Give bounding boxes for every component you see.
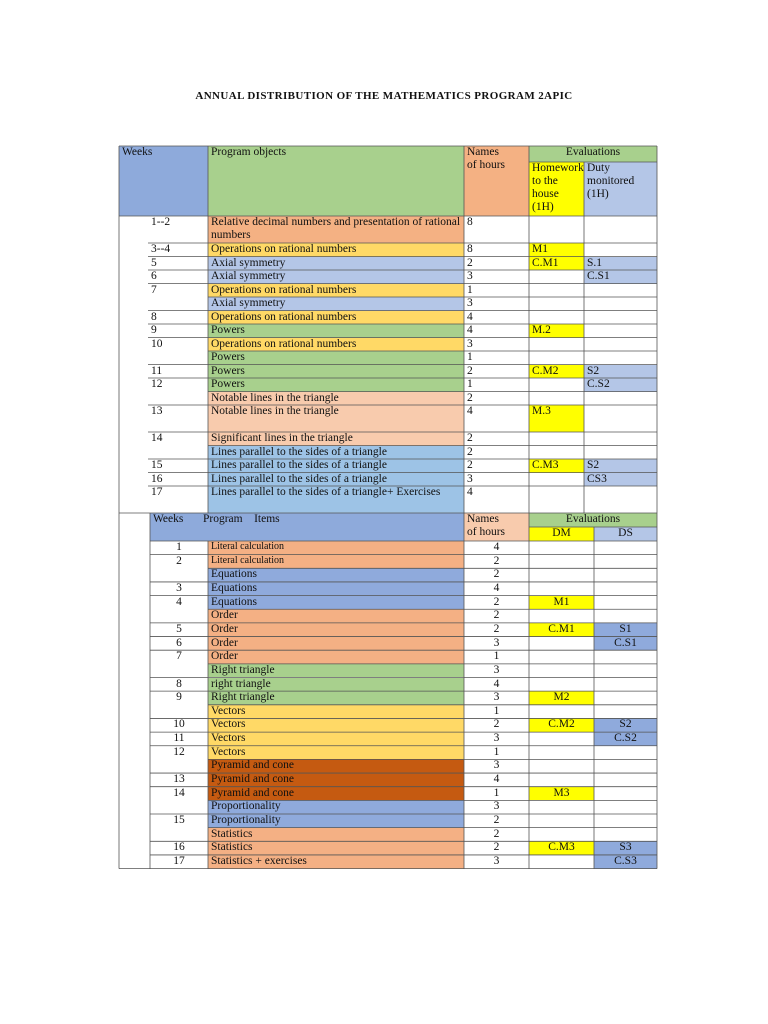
table1-homework-cell: C.M3	[529, 459, 584, 473]
table1-object-cell: Powers	[208, 378, 464, 392]
table1-header-weeks: Weeks	[119, 146, 208, 216]
table1-homework-cell	[529, 446, 584, 460]
table1-week-cell: 10	[151, 337, 163, 350]
table1-hours-cell: 2	[467, 364, 473, 377]
document-title: ANNUAL DISTRIBUTION OF THE MATHEMATICS PROGRAM 2APIC	[195, 90, 573, 102]
table1-week-cell: 9	[151, 324, 157, 336]
table1-homework-cell	[529, 297, 584, 311]
table1-object-cell: Axial symmetry	[208, 297, 464, 311]
table2-hours-cell: 4	[493, 773, 500, 786]
table1-duty-cell	[584, 432, 657, 446]
table2-dm-cell	[529, 828, 594, 842]
table2-dm-cell: C.M2	[529, 718, 594, 732]
table2-week-cell: 3	[176, 581, 182, 594]
table2-ds-cell	[594, 568, 657, 582]
table2-hours-cell: 3	[493, 759, 500, 772]
table1-homework-cell	[529, 351, 584, 365]
table2-item-cell: Equations	[208, 582, 464, 596]
table2-dm-cell	[529, 678, 594, 692]
table1-duty-cell	[584, 216, 657, 243]
table2-item-cell: Proportionality	[208, 814, 464, 828]
table2-item-cell: Vectors	[208, 732, 464, 746]
table1-week-cell: 8	[151, 310, 157, 323]
table2-dm-cell: C.M3	[529, 841, 594, 855]
table2-ds-cell	[594, 705, 657, 719]
table2-item-cell: Pyramid and cone	[208, 787, 464, 801]
table2-item-cell: Literal calculation	[208, 555, 464, 569]
table1-object-cell: Lines parallel to the sides of a triangle	[208, 473, 464, 487]
table1-duty-cell: CS3	[584, 473, 657, 487]
table1-object-cell: Axial symmetry	[208, 270, 464, 284]
table2-hours-cell: 3	[493, 854, 500, 867]
table2-hours-cell: 4	[493, 581, 500, 594]
table2-dm-cell: M3	[529, 787, 594, 801]
table2-hours-cell: 4	[493, 541, 500, 553]
table2-ds-cell	[594, 773, 657, 787]
table2-item-cell: Literal calculation	[208, 541, 464, 555]
table1-week-cell: 16	[151, 472, 163, 485]
table2-hours-cell: 2	[493, 622, 500, 635]
table2-dm-cell	[529, 759, 594, 773]
table2-ds-cell: C.S1	[594, 637, 657, 651]
table1-object-cell: Lines parallel to the sides of a triangle	[208, 459, 464, 473]
table1-duty-cell: S.1	[584, 257, 657, 271]
table2-item-cell: Vectors	[208, 705, 464, 719]
table2-item-cell: Proportionality	[208, 800, 464, 814]
table2-item-cell: Equations	[208, 568, 464, 582]
table1-header-hours: Names of hours	[464, 146, 529, 216]
table2-item-cell: Pyramid and cone	[208, 773, 464, 787]
table2-item-cell: Pyramid and cone	[208, 759, 464, 773]
table2-dm-cell	[529, 732, 594, 746]
table1-hours-cell: 4	[467, 486, 473, 498]
table2-dm-cell	[529, 746, 594, 760]
table2-item-cell: Equations	[208, 596, 464, 610]
table2-dm-cell	[529, 855, 594, 869]
table2-item-cell: right triangle	[208, 678, 464, 692]
table1-hours-cell: 4	[467, 324, 473, 336]
table2-dm-cell	[529, 650, 594, 664]
table1-duty-cell	[584, 392, 657, 406]
table2-item-cell: Statistics + exercises	[208, 855, 464, 869]
table2-item-cell: Right triangle	[208, 691, 464, 705]
table1-homework-cell	[529, 486, 584, 513]
table2-ds-cell	[594, 691, 657, 705]
table1-duty-cell	[584, 324, 657, 338]
table1-hours-cell: 4	[467, 310, 473, 323]
table1-homework-cell	[529, 284, 584, 298]
table1-week-cell: 15	[151, 459, 163, 471]
table2-dm-cell	[529, 814, 594, 828]
table1-week-cell	[148, 351, 208, 365]
table2-item-cell: Statistics	[208, 841, 464, 855]
table1-duty-cell	[584, 311, 657, 325]
table1-duty-cell	[584, 486, 657, 513]
table1-header-homework: Homework to the house (1H)	[529, 162, 584, 216]
table2-hours-cell: 2	[493, 814, 500, 826]
table2-week-cell: 8	[176, 677, 182, 690]
table1-week-cell: 6	[151, 270, 157, 282]
table2-week-cell: 14	[173, 786, 185, 799]
table1-homework-cell: M1	[529, 243, 584, 257]
table1-object-cell: Powers	[208, 351, 464, 365]
table2-hours-cell: 1	[493, 786, 500, 799]
table1-duty-cell	[584, 446, 657, 460]
table2-ds-cell	[594, 664, 657, 678]
table2-ds-cell	[594, 746, 657, 760]
table1-duty-cell	[584, 243, 657, 257]
table1-homework-cell	[529, 392, 584, 406]
table1-object-cell: Lines parallel to the sides of a triangle+ Exercises	[208, 486, 464, 513]
table1-homework-cell	[529, 473, 584, 487]
table1-homework-cell	[529, 432, 584, 446]
table1-homework-cell: M.3	[529, 405, 584, 432]
table2-week-cell	[150, 568, 208, 582]
table1-header-evaluations: Evaluations	[529, 146, 657, 162]
table2-ds-cell: S1	[594, 623, 657, 637]
table2-ds-cell	[594, 828, 657, 842]
table1-duty-cell: S2	[584, 459, 657, 473]
table1-hours-cell: 8	[467, 243, 473, 255]
table2-hours-cell: 2	[493, 568, 500, 581]
table2-dm-cell: M1	[529, 596, 594, 610]
table2-hours-cell: 2	[493, 841, 500, 854]
table2-hours-cell: 1	[493, 745, 500, 758]
table2-ds-cell	[594, 678, 657, 692]
table2-week-cell: 1	[176, 541, 182, 553]
table2-week-cell: 7	[176, 650, 182, 663]
table2-ds-cell	[594, 555, 657, 569]
table1-week-cell: 7	[151, 283, 157, 296]
table2-week-cell	[150, 609, 208, 623]
table2-dm-cell	[529, 705, 594, 719]
table2-week-cell: 5	[176, 622, 182, 635]
table2-week-cell	[150, 664, 208, 678]
table2-dm-cell	[529, 800, 594, 814]
table2-dm-cell: M2	[529, 691, 594, 705]
table2-week-cell: 16	[173, 841, 185, 854]
table1-object-cell: Significant lines in the triangle	[208, 432, 464, 446]
table1-object-cell: Powers	[208, 365, 464, 379]
table2-item-cell: Order	[208, 609, 464, 623]
table1-hours-cell: 8	[467, 216, 473, 228]
table1-week-cell: 17	[151, 486, 163, 498]
table1-hours-cell: 1	[467, 378, 473, 390]
table2-ds-cell: S2	[594, 718, 657, 732]
table2-dm-cell	[529, 541, 594, 555]
table2-hours-cell: 2	[493, 609, 500, 622]
table1-week-cell: 11	[151, 364, 163, 377]
table2-dm-cell	[529, 568, 594, 582]
table1-object-cell: Lines parallel to the sides of a triangle	[208, 446, 464, 460]
table2-header-weeks: Weeks	[150, 513, 464, 541]
table1-week-cell: 12	[151, 378, 163, 390]
table2-item-cell: Right triangle	[208, 664, 464, 678]
table2-item-cell: Statistics	[208, 828, 464, 842]
table1-hours-cell: 2	[467, 445, 473, 458]
table2-ds-cell: C.S2	[594, 732, 657, 746]
table2-item-cell: Order	[208, 623, 464, 637]
table1-week-cell: 3--4	[151, 243, 171, 255]
table1-homework-cell	[529, 338, 584, 352]
table1-week-cell: 5	[151, 256, 157, 269]
table2-dm-cell	[529, 609, 594, 623]
table1-homework-cell	[529, 216, 584, 243]
table2-hours-cell: 1	[493, 704, 500, 717]
table1-hours-cell: 3	[467, 472, 473, 485]
table1-week-cell	[148, 392, 208, 406]
table2-header-items: Program Items	[203, 513, 280, 525]
table1-hours-cell: 4	[467, 405, 473, 417]
table2-header-dm: DM	[529, 527, 594, 541]
table2-ds-cell	[594, 814, 657, 828]
table2-hours-cell: 4	[493, 677, 500, 690]
table2-week-cell	[150, 800, 208, 814]
table2-header-ds: DS	[594, 527, 657, 541]
table1-hours-cell: 1	[467, 351, 473, 363]
table1-homework-cell: C.M2	[529, 365, 584, 379]
table2-ds-cell	[594, 609, 657, 623]
table2-item-cell: Vectors	[208, 746, 464, 760]
table2-dm-cell	[529, 773, 594, 787]
table1-object-cell: Operations on rational numbers	[208, 284, 464, 298]
table1-homework-cell: C.M1	[529, 257, 584, 271]
table2-dm-cell: C.M1	[529, 623, 594, 637]
table1-duty-cell: C.S1	[584, 270, 657, 284]
table2-week-cell: 2	[176, 554, 182, 567]
table2-hours-cell: 2	[493, 554, 500, 567]
table1-week-cell: 13	[151, 405, 163, 417]
table1-object-cell: Operations on rational numbers	[208, 243, 464, 257]
table2-hours-cell: 2	[493, 718, 500, 731]
table2-week-cell	[150, 828, 208, 842]
table2-hours-cell: 2	[493, 595, 500, 608]
table2-hours-cell: 1	[493, 650, 500, 663]
table1-homework-cell: M.2	[529, 324, 584, 338]
table1-hours-cell: 3	[467, 297, 473, 309]
table2-hours-cell: 3	[493, 636, 500, 649]
table2-week-cell: 4	[176, 595, 182, 608]
table2-week-cell: 6	[176, 636, 182, 649]
table1-duty-cell	[584, 405, 657, 432]
table2-header-hours: Names of hours	[464, 513, 529, 541]
table2-ds-cell: S3	[594, 841, 657, 855]
table1-duty-cell: C.S2	[584, 378, 657, 392]
table2-week-cell: 15	[173, 814, 185, 826]
table1-object-cell: Powers	[208, 324, 464, 338]
table2-hours-cell: 2	[493, 827, 500, 840]
table2-hours-cell: 3	[493, 800, 500, 813]
table1-object-cell: Notable lines in the triangle	[208, 405, 464, 432]
table1-week-cell: 14	[151, 432, 163, 444]
table2-dm-cell	[529, 555, 594, 569]
table2-ds-cell	[594, 800, 657, 814]
table2-ds-cell	[594, 650, 657, 664]
table1-header-duty: Duty monitored (1H)	[584, 162, 657, 216]
table2-week-cell: 9	[176, 691, 182, 704]
table2-week-cell: 12	[173, 745, 185, 758]
table1-object-cell: Relative decimal numbers and presentation of rational numbers	[208, 216, 464, 243]
table2-ds-cell	[594, 541, 657, 555]
table2-ds-cell: C.S3	[594, 855, 657, 869]
table2-week-cell	[150, 705, 208, 719]
table2-dm-cell	[529, 664, 594, 678]
table1-week-cell: 1--2	[151, 216, 171, 228]
table1-week-cell	[148, 446, 208, 460]
table1-duty-cell	[584, 351, 657, 365]
table1-duty-cell: S2	[584, 365, 657, 379]
table2-item-cell: Order	[208, 637, 464, 651]
table1-homework-cell	[529, 270, 584, 284]
table2-header-evaluations: Evaluations	[529, 513, 657, 527]
table2-week-cell	[150, 759, 208, 773]
table2-ds-cell	[594, 787, 657, 801]
table2-hours-cell: 3	[493, 663, 500, 676]
table1-week-cell	[148, 297, 208, 311]
table1-hours-cell: 1	[467, 283, 473, 296]
table2-week-cell: 13	[173, 773, 185, 786]
table2-week-cell: 17	[173, 854, 185, 867]
table1-hours-cell: 3	[467, 337, 473, 350]
table1-duty-cell	[584, 297, 657, 311]
table2-hours-cell: 3	[493, 732, 500, 745]
table1-hours-cell: 2	[467, 256, 473, 269]
table1-duty-cell	[584, 338, 657, 352]
table2-dm-cell	[529, 637, 594, 651]
table1-homework-cell	[529, 378, 584, 392]
table1-hours-cell: 2	[467, 391, 473, 404]
table1-hours-cell: 2	[467, 432, 473, 444]
table2-item-cell: Vectors	[208, 718, 464, 732]
table2-week-cell: 11	[173, 732, 185, 745]
table1-homework-cell	[529, 311, 584, 325]
table1-hours-cell: 3	[467, 270, 473, 282]
table2-dm-cell	[529, 582, 594, 596]
table1-object-cell: Operations on rational numbers	[208, 311, 464, 325]
table2-item-cell: Order	[208, 650, 464, 664]
table2-ds-cell	[594, 596, 657, 610]
table1-header-objects: Program objects	[208, 146, 464, 216]
table1-object-cell: Axial symmetry	[208, 257, 464, 271]
table1-object-cell: Operations on rational numbers	[208, 338, 464, 352]
table2-hours-cell: 3	[493, 691, 500, 704]
table1-hours-cell: 2	[467, 459, 473, 471]
table2-week-cell: 10	[173, 718, 185, 731]
table1-duty-cell	[584, 284, 657, 298]
table1-object-cell: Notable lines in the triangle	[208, 392, 464, 406]
table2-ds-cell	[594, 582, 657, 596]
table2-ds-cell	[594, 759, 657, 773]
